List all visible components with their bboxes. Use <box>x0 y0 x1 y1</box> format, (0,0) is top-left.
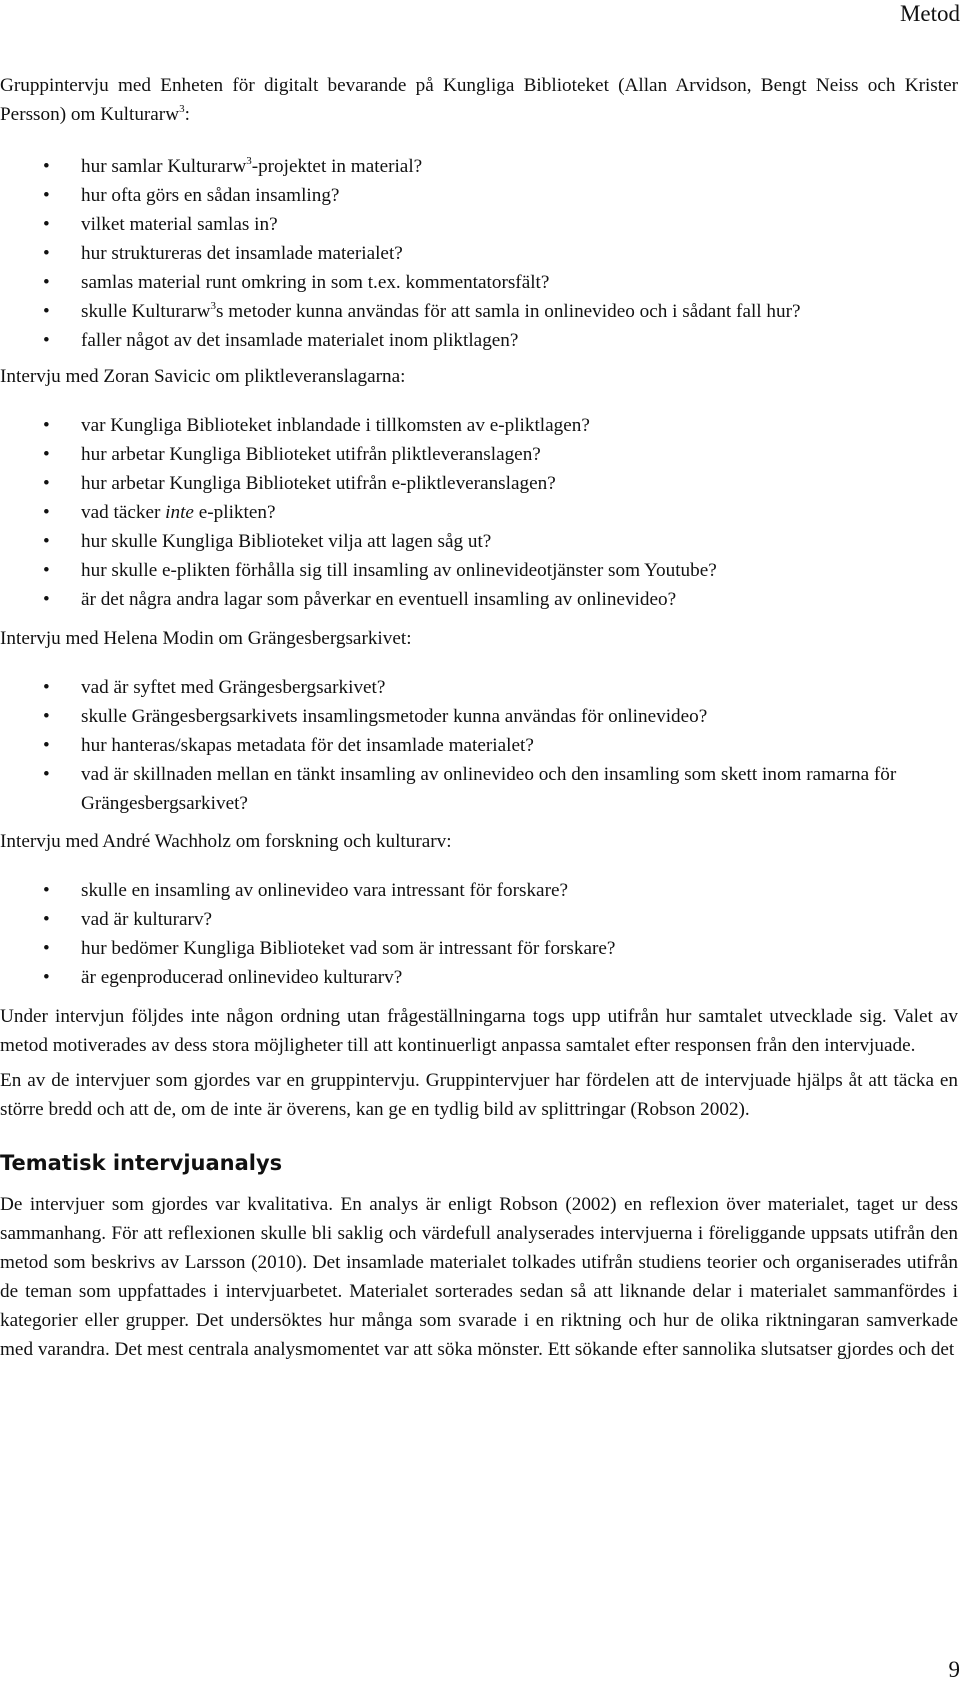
list-item <box>0 527 958 556</box>
superscript: 3 <box>210 300 216 312</box>
paragraph-method: Under intervjun följdes inte någon ordning utan frågeställningarna togs upp utifrån hur samtalet utvecklade sig. Valet av metod motiverades av dess stora möjligheter till att kontinuerligt anpassa samtalet efter responsen från den intervjuade. <box>0 1006 958 1056</box>
list-item-text: s metoder kunna användas för att samla in onlinevideo och i sådant fall hur? <box>216 301 801 322</box>
list-item-text: vilket material samlas in? <box>81 214 278 235</box>
superscript: 3 <box>179 103 185 115</box>
list-item-text: är det några andra lagar som påverkar en eventuell insamling av onlinevideo? <box>81 589 677 610</box>
list-item <box>0 876 958 905</box>
list-item-text: hur skulle e-plikten förhålla sig till insamling av onlinevideotjänster som Youtube? <box>81 560 717 581</box>
list-item <box>0 181 958 210</box>
list-item-text: skulle Grängesbergsarkivets insamlingsmetoder kunna användas för onlinevideo? <box>81 706 708 727</box>
list-item-text: var Kungliga Biblioteket inblandade i tillkomsten av e-pliktlagen? <box>81 415 590 436</box>
bullet-icon: • <box>43 473 50 494</box>
bullet-icon: • <box>43 301 50 322</box>
list-item-text: -projektet in material? <box>251 156 423 177</box>
bullet-icon: • <box>43 415 50 436</box>
list-item-text: hur struktureras det insamlade materialet? <box>81 243 403 264</box>
list-item-text: hur arbetar Kungliga Biblioteket utifrån pliktleveranslagen? <box>81 444 541 465</box>
bullet-icon: • <box>43 272 50 293</box>
list-item <box>0 152 958 181</box>
list-item <box>0 210 958 239</box>
bullet-icon: • <box>43 185 50 206</box>
list-item <box>0 585 958 614</box>
question-list-pliktlagar <box>0 411 958 614</box>
list-item <box>0 297 958 326</box>
running-head: Metod <box>899 1 960 26</box>
list-item-text: vad är syftet med Grängesbergsarkivet? <box>81 677 386 698</box>
bullet-icon: • <box>43 531 50 552</box>
section-intro-pliktlagar: Intervju med Zoran Savicic om pliktleveranslagarna: <box>0 366 406 387</box>
list-item-text: hur bedömer Kungliga Biblioteket vad som är intressant för forskare? <box>81 938 616 959</box>
page-number: 9 <box>948 1657 960 1682</box>
bullet-icon: • <box>43 880 50 901</box>
list-item <box>0 411 958 440</box>
list-item <box>0 731 958 760</box>
question-list-kb-group <box>0 152 958 355</box>
bullet-icon: • <box>43 764 50 785</box>
list-item-text: vad är skillnaden mellan en tänkt insamling av onlinevideo och den insamling som skett inom ramarna för Grängesbergsarkivet? <box>81 764 897 814</box>
list-item-text: skulle Kulturarw <box>81 301 211 322</box>
list-item-text: vad är kulturarv? <box>81 909 213 930</box>
question-list-grangesberg <box>0 673 958 818</box>
intro-text: Gruppintervju med Enheten för digitalt bevarande på Kungliga Biblioteket (Allan Arvidson, Bengt Neiss och Krister Persson) om Kulturarw <box>0 75 958 125</box>
bullet-icon: • <box>43 967 50 988</box>
list-item <box>0 905 958 934</box>
bullet-icon: • <box>43 909 50 930</box>
bullet-icon: • <box>43 706 50 727</box>
intro-text: : <box>184 104 190 125</box>
list-item-text: samlas material runt omkring in som t.ex. kommentatorsfält? <box>81 272 550 293</box>
section-heading: Tematisk intervjuanalys <box>0 1151 283 1175</box>
list-item <box>0 440 958 469</box>
bullet-icon: • <box>43 330 50 351</box>
list-item-text: hur skulle Kungliga Biblioteket vilja att lagen såg ut? <box>81 531 492 552</box>
bullet-icon: • <box>43 589 50 610</box>
superscript: 3 <box>246 155 252 167</box>
list-item <box>0 239 958 268</box>
bullet-icon: • <box>43 243 50 264</box>
list-item-text: vad täcker <box>81 502 166 523</box>
list-item <box>0 760 958 818</box>
bullet-icon: • <box>43 502 50 523</box>
list-item-text: hur ofta görs en sådan insamling? <box>81 185 340 206</box>
bullet-icon: • <box>43 214 50 235</box>
paragraph-analysis: De intervjuer som gjordes var kvalitativa. En analys är enligt Robson (2002) en reflexion över materialet, taget ur dess sammanhang. För att reflexionen skulle bli saklig och värdefull analyserades intervjuerna i föreliggande uppsats utifrån den metod som beskrivs av Larsson (2010). Det insamlade materialet tolkades utifrån studiens teorier och organiserades utifrån de teman som uppfattades i intervjuarbetet. Materialet sorterades sedan så att liknande delar i materialet sammanfördes i kategorier eller grupper. Det undersöktes hur många som svarade i en riktning och hur de olika riktningaran samverkade med varandra. Det mest centrala analysmomentet var att söka mönster. Ett sökande efter sannolika slutsatser gjordes och det <box>0 1194 958 1360</box>
list-item <box>0 702 958 731</box>
bullet-icon: • <box>43 677 50 698</box>
bullet-icon: • <box>43 444 50 465</box>
section-intro-kulturarv: Intervju med André Wachholz om forskning och kulturarv: <box>0 831 452 852</box>
question-list-kulturarv <box>0 876 958 992</box>
list-item-text: hur arbetar Kungliga Biblioteket utifrån e-pliktleveranslagen? <box>81 473 556 494</box>
emphasis-text: inte <box>165 502 194 523</box>
bullet-icon: • <box>43 560 50 581</box>
list-item-text: e-plikten? <box>193 502 276 523</box>
list-item <box>0 469 958 498</box>
list-item-text: är egenproducerad onlinevideo kulturarv? <box>81 967 403 988</box>
section-intro-grangesberg: Intervju med Helena Modin om Grängesbergsarkivet: <box>0 628 412 649</box>
list-item-text: hur hanteras/skapas metadata för det insamlade materialet? <box>81 735 534 756</box>
list-item-text: skulle en insamling av onlinevideo vara intressant för forskare? <box>81 880 568 901</box>
list-item <box>0 268 958 297</box>
list-item <box>0 326 958 355</box>
list-item <box>0 673 958 702</box>
list-item-text: faller något av det insamlade materialet inom pliktlagen? <box>81 330 519 351</box>
paragraph-group-interview: En av de intervjuer som gjordes var en gruppintervju. Gruppintervjuer har fördelen att de intervjuade hjälps åt att täcka en större bredd och att de, om de inte är överens, kan ge en tydlig bild av splittringar (Robson 2002). <box>0 1070 958 1120</box>
list-item <box>0 556 958 585</box>
list-item <box>0 934 958 963</box>
section-intro-kb-group <box>0 71 958 129</box>
bullet-icon: • <box>43 938 50 959</box>
bullet-icon: • <box>43 735 50 756</box>
list-item <box>0 498 958 527</box>
list-item-text: hur samlar Kulturarw <box>81 156 247 177</box>
bullet-icon: • <box>43 156 50 177</box>
list-item <box>0 963 958 992</box>
page-content <box>0 71 958 1364</box>
